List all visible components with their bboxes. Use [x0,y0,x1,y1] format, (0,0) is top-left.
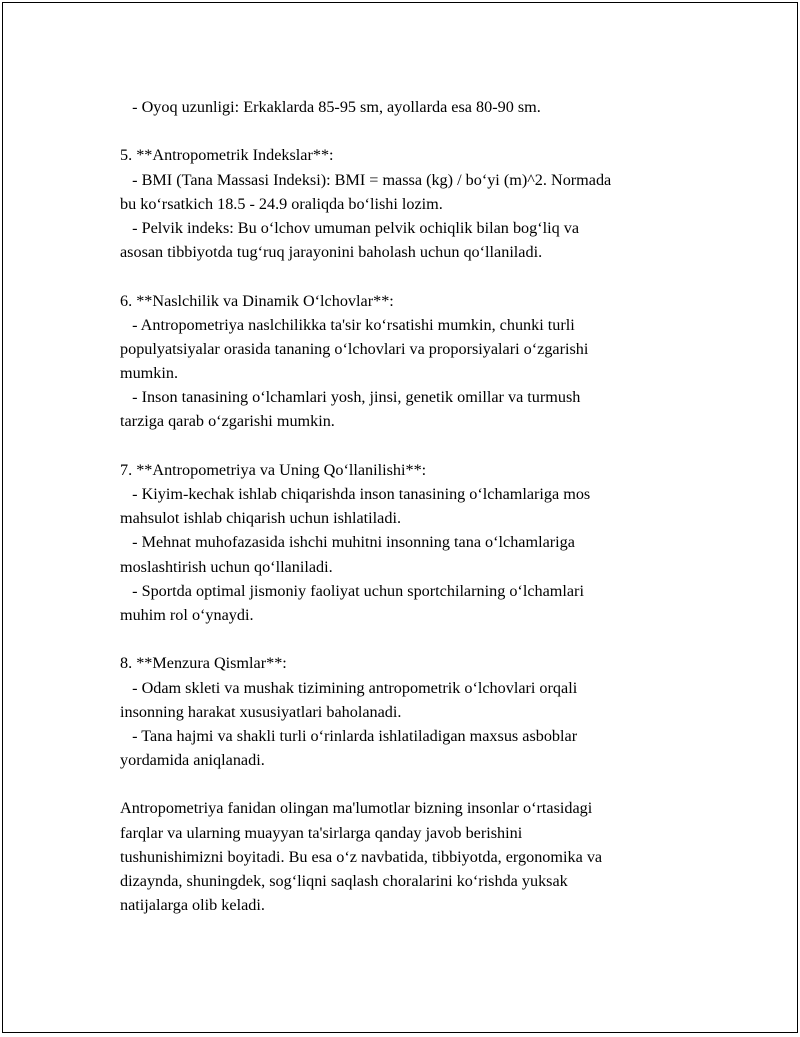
blank-line [120,627,690,651]
text-line: dizaynda, shuningdek, sog‘liqni saqlash choralarini ko‘rishda yuksak [120,872,568,890]
text-line: tarziga qarab o‘zgarishi mumkin. [120,412,335,431]
text-line: - Antropometriya naslchilikka ta'sir ko‘rsatishi mumkin, chunki turli [120,315,575,334]
text-line: muhim rol o‘ynaydi. [120,605,254,624]
text-line: insonning harakat xususiyatlari baholanadi. [120,702,402,721]
text-line: bu ko‘rsatkich 18.5 - 24.9 oraliqda bo‘lishi lozim. [120,194,443,213]
text-line: 7. **Antropometriya va Uning Qo‘llanilishi**: [120,460,427,479]
text-line: 8. **Menzura Qismlar**: [120,654,287,673]
text-line: 6. **Naslchilik va Dinamik O‘lchovlar**: [120,291,394,310]
document-page [2,2,798,1033]
text-line: - BMI (Tana Massasi Indeksi): BMI = massa (kg) / bo‘yi (m)^2. Normada [120,170,612,189]
text-line: - Tana hajmi va shakli turli o‘rinlarda ishlatiladigan maxsus asboblar [120,726,578,745]
text-line: - Odam skleti va mushak tizimining antropometrik o‘lchovlari orqali [120,678,578,697]
blank-line [120,119,690,143]
text-line: - Inson tanasining o‘lchamlari yosh, jinsi, genetik omillar va turmush [120,388,581,407]
text-line: natijalarga olib keladi. [120,896,265,915]
blank-line [120,434,690,458]
text-line: moslashtirish uchun qo‘llaniladi. [120,557,333,576]
text-line: farqlar va ularning muayyan ta'sirlarga qanday javob berishini [120,823,523,842]
text-line: - Kiyim-kechak ishlab chiqarishda inson tanasining o‘lchamlariga mos [120,485,591,503]
text-line: - Mehnat muhofazasida ishchi muhitni insonning tana o‘lchamlariga [120,533,575,552]
blank-line [120,264,690,288]
text-line: - Oyoq uzunligi: Erkaklarda 85-95 sm, ayollarda esa 80-90 sm. [120,98,541,116]
document-body [120,95,690,917]
text-line: mahsulot ishlab chiqarish uchun ishlatiladi. [120,509,401,528]
text-line: mumkin. [120,364,179,383]
text-line: - Pelvik indeks: Bu o‘lchov umuman pelvik ochiqlik bilan bog‘liq va [120,218,580,237]
blank-line [120,772,690,796]
text-line: - Sportda optimal jismoniy faoliyat uchun sportchilarning o‘lchamlari [120,581,584,600]
text-line: populyatsiyalar orasida tananing o‘lchovlari va proporsiyalari o‘zgarishi [120,339,589,358]
text-line: tushunishimizni boyitadi. Bu esa o‘z navbatida, tibbiyotda, ergonomika va [120,847,603,866]
text-line: asosan tibbiyotda tug‘ruq jarayonini baholash uchun qo‘llaniladi. [120,243,543,262]
text-line: 5. **Antropometrik Indekslar**: [120,146,334,165]
text-line: yordamida aniqlanadi. [120,751,265,770]
text-line: Antropometriya fanidan olingan ma'lumotlar bizning insonlar o‘rtasidagi [120,799,593,818]
